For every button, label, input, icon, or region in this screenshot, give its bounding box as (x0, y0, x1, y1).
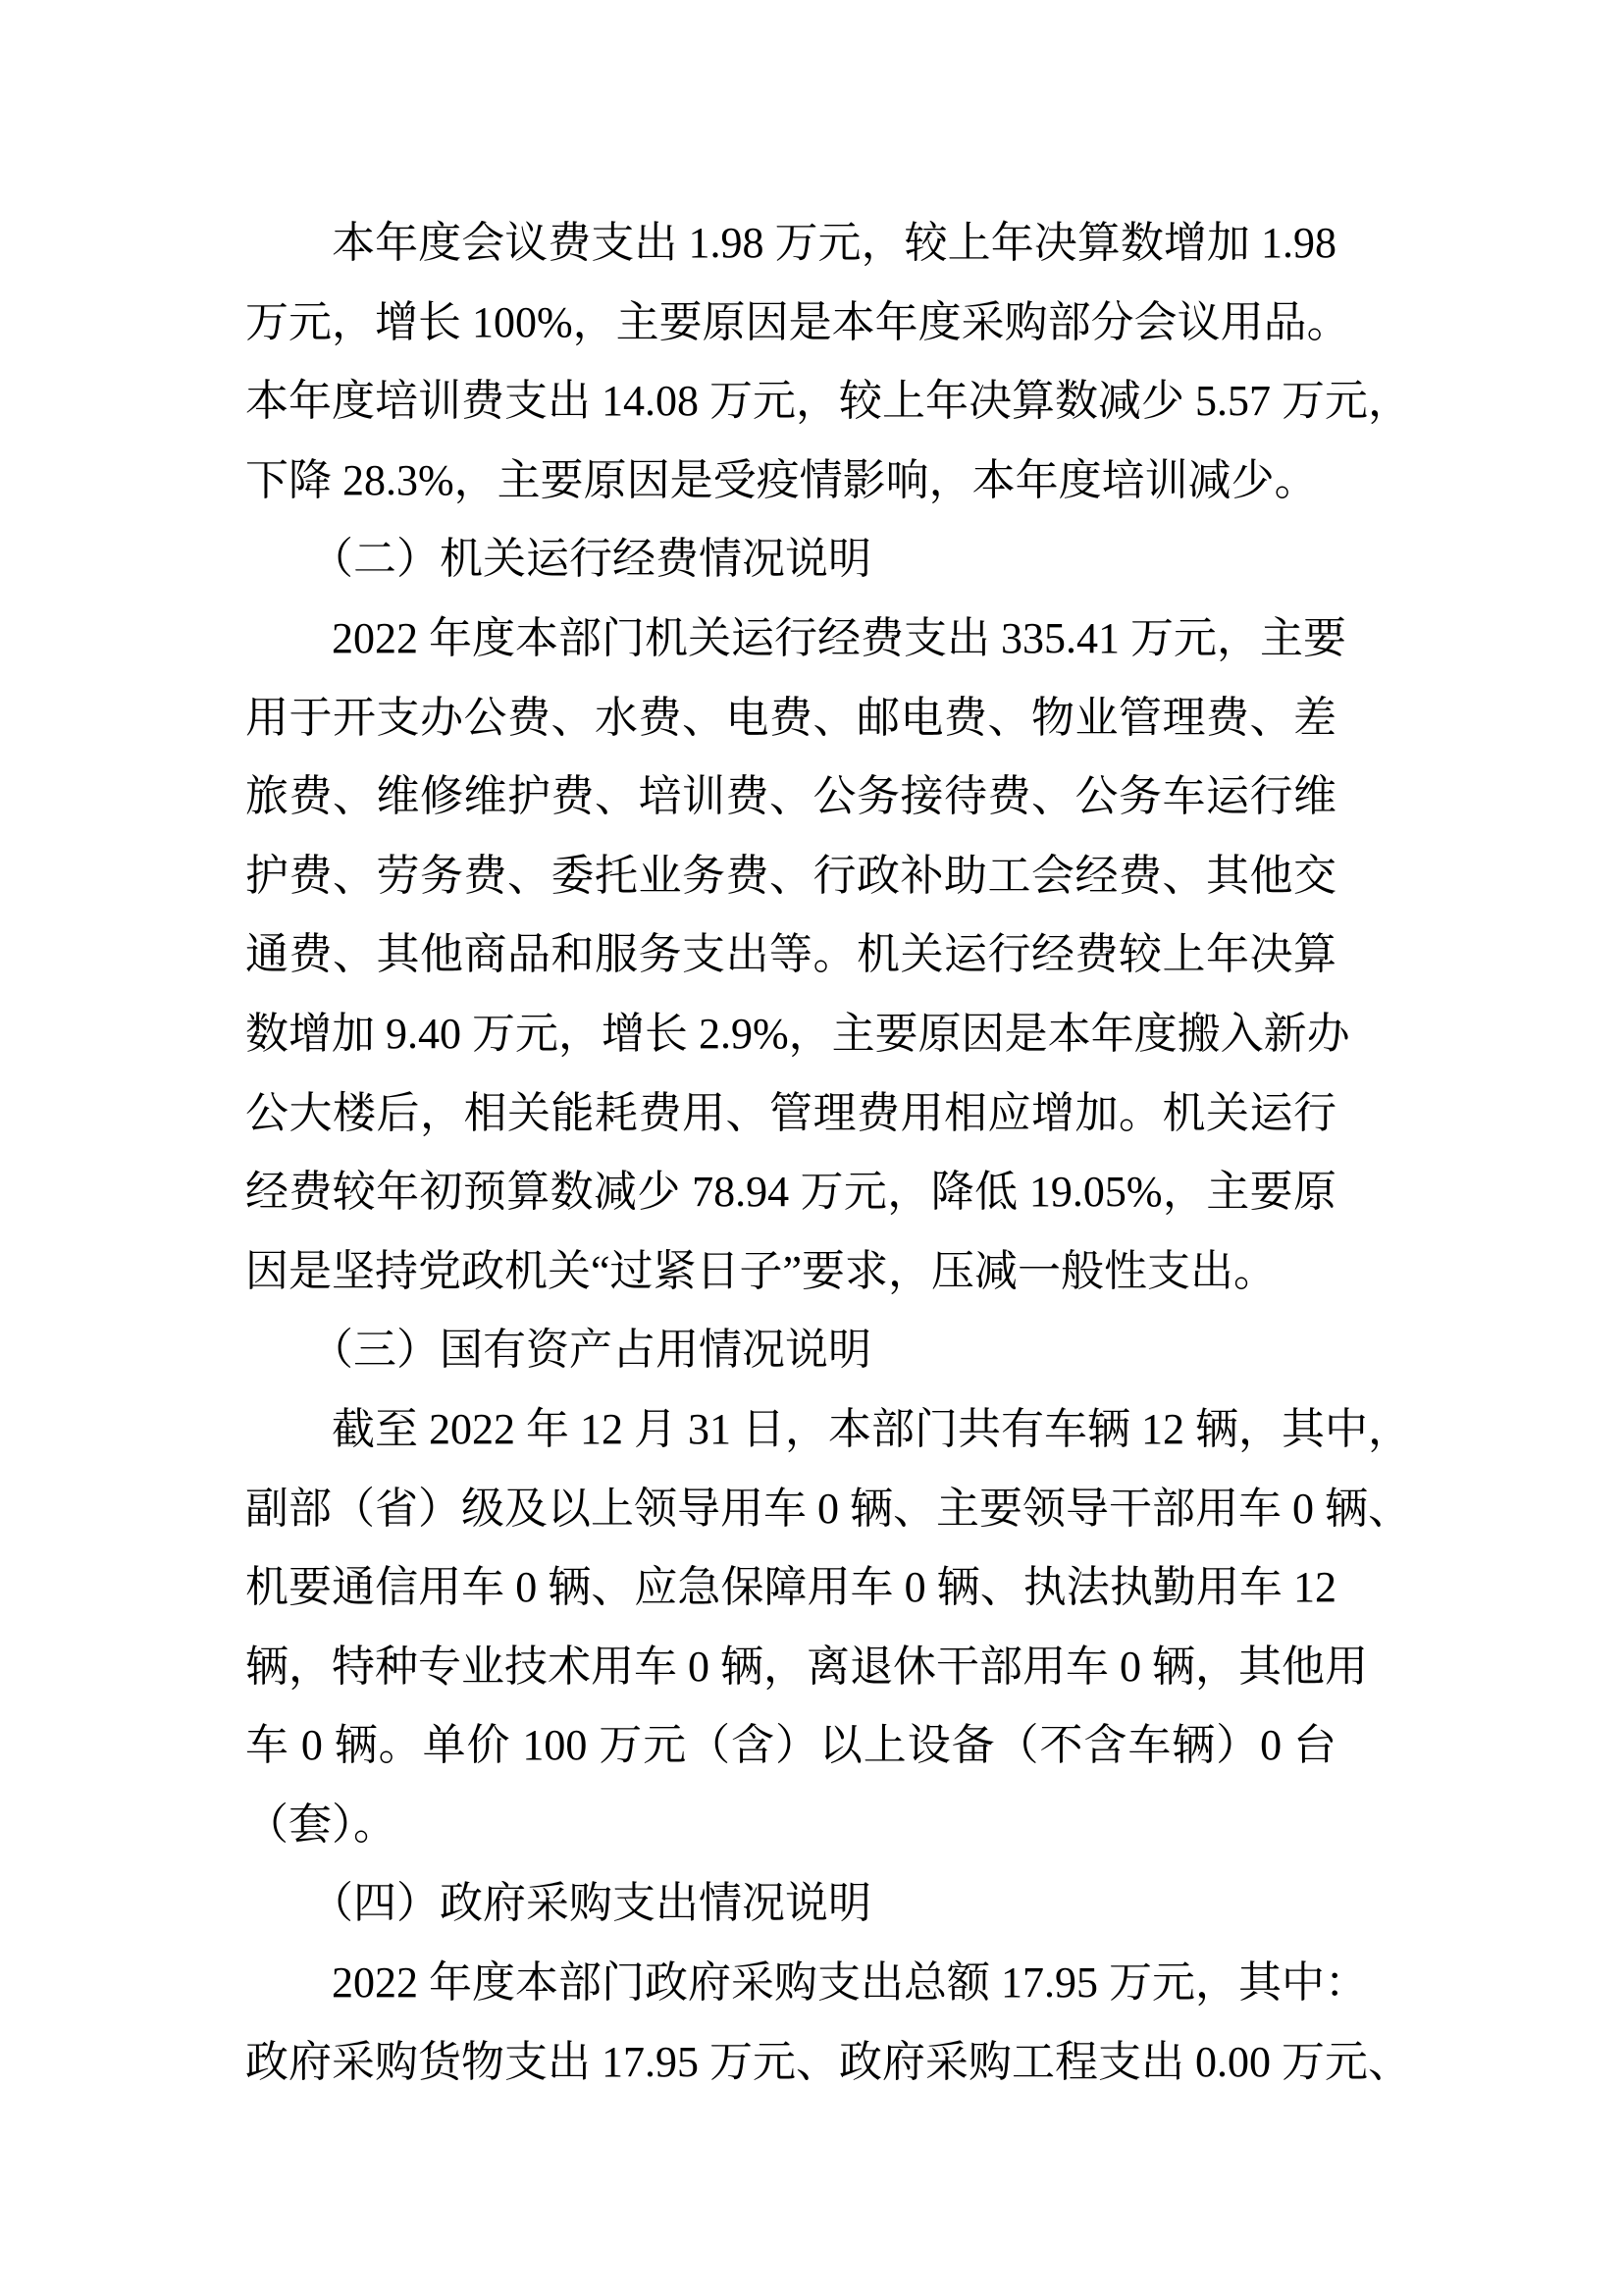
text-line: 本年度培训费支出 14.08 万元，较上年决算数减少 5.57 万元， (245, 377, 1411, 426)
text-line: 经费较年初预算数减少 78.94 万元，降低 19.05%，主要原 (245, 1168, 1336, 1217)
heading-section-4-government-procurement (245, 1864, 1336, 1944)
text-line: 万元，增长 100%，主要原因是本年度采购部分会议用品。 (245, 297, 1350, 346)
text-line: （套）。 (245, 1800, 396, 1849)
text-line: 旅费、维修维护费、培训费、公务接待费、公务车运行维 (245, 772, 1336, 821)
text-line: （三）国有资产占用情况说明 (245, 1326, 871, 1375)
heading-section-2-operating-funds (245, 520, 1336, 600)
text-line: 截至 2022 年 12 月 31 日，本部门共有车辆 12 辆，其中， (245, 1404, 1411, 1453)
text-line: 通费、其他商品和服务支出等。机关运行经费较上年决算 (245, 930, 1336, 979)
text-line: 辆，特种专业技术用车 0 辆，离退休干部用车 0 辆，其他用 (245, 1642, 1368, 1691)
text-line: 数增加 9.40 万元，增长 2.9%，主要原因是本年度搬入新办 (245, 1009, 1350, 1058)
text-line: （二）机关运行经费情况说明 (245, 535, 871, 584)
heading-section-3-state-assets (245, 1311, 1336, 1390)
text-line: 2022 年度本部门机关运行经费支出 335.41 万元，主要 (245, 613, 1346, 662)
text-line: 因是坚持党政机关“过紧日子”要求，压减一般性支出。 (245, 1246, 1278, 1295)
text-line: 护费、劳务费、委托业务费、行政补助工会经费、其他交 (245, 851, 1336, 900)
para-operating-funds-details (245, 600, 1350, 1311)
text-line: 用于开支办公费、水费、电费、邮电费、物业管理费、差 (245, 693, 1336, 742)
text-line: 2022 年度本部门政府采购支出总额 17.95 万元，其中： (245, 1958, 1368, 2008)
text-line: 车 0 辆。单价 100 万元（含）以上设备（不含车辆）0 台 (245, 1721, 1336, 1770)
text-line: 副部（省）级及以上领导用车 0 辆、主要领导干部用车 0 辆、 (245, 1484, 1411, 1533)
para-state-assets-details (245, 1390, 1411, 1865)
text-line: 公大楼后，相关能耗费用、管理费用相应增加。机关运行 (245, 1088, 1336, 1137)
text-line: （四）政府采购支出情况说明 (245, 1879, 871, 1928)
document-body (245, 204, 1411, 2102)
para-conference-and-training-fees (245, 204, 1411, 520)
text-line: 本年度会议费支出 1.98 万元，较上年决算数增加 1.98 (245, 219, 1336, 267)
text-line: 下降 28.3%，主要原因是受疫情影响，本年度培训减少。 (245, 455, 1318, 504)
text-line: 政府采购货物支出 17.95 万元、政府采购工程支出 0.00 万元、 (245, 2037, 1411, 2086)
text-line: 机要通信用车 0 辆、应急保障用车 0 辆、执法执勤用车 12 (245, 1563, 1336, 1612)
para-government-procurement-details (245, 1944, 1411, 2102)
